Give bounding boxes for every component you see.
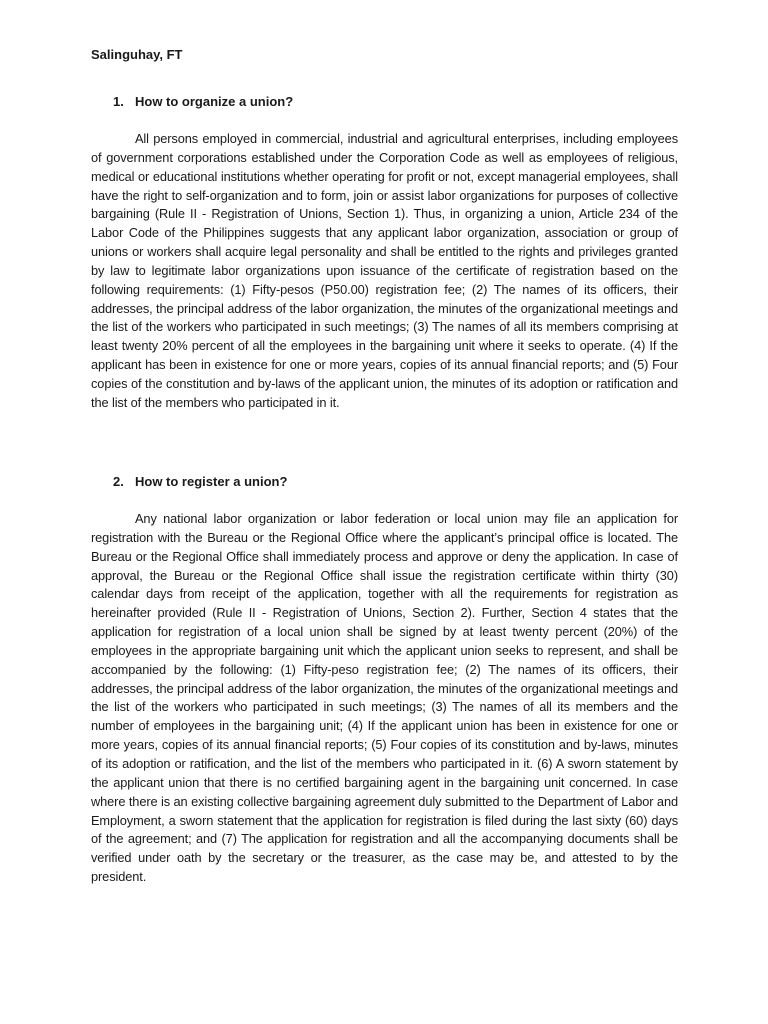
section-1-heading bbox=[113, 92, 293, 112]
section-2-title: How to register a union? bbox=[135, 474, 288, 489]
section-1-title: How to organize a union? bbox=[135, 94, 294, 109]
author-name: Salinguhay, FT bbox=[91, 47, 183, 62]
section-2-heading bbox=[113, 472, 287, 492]
section-1-number: 1. bbox=[113, 94, 124, 109]
section-1-body: All persons employed in commercial, industrial and agricultural enterprises, including employees of government corporations established under the Corporation Code as well as employees of religious, medical or educational institutions whether operating for profit or not, except managerial employees, shall have the right to self-organization and to form, join or assist labor organizations for purposes of collective bargaining (Rule II - Registration of Unions, Section 1). Thus, in organizing a union, Article 234 of the Labor Code of the Philippines suggests that any applicant labor organization, association or group of unions or workers shall acquire legal personality and shall be entitled to the rights and privileges granted by law to legitimate labor organizations upon issuance of the certificate of registration based on the following requirements: (1) Fifty-pesos (P50.00) registration fee; (2) The names of its officers, their addresses, the principal address of the labor organization, the minutes of the organizational meetings and the list of the workers who participated in such meetings; (3) The names of all its members comprising at least twenty 20% percent of all the employees in the bargaining unit where it seeks to operate. (4) If the applicant has been in existence for one or more years, copies of its annual financial reports; and (5) Four copies of the constitution and by-laws of the applicant union, the minutes of its adoption or ratification and the list of the members who participated in it. bbox=[91, 131, 678, 410]
section-2-body: Any national labor organization or labor federation or local union may file an application for registration with the Bureau or the Regional Office where the applicant’s principal office is located. The Bureau or the Regional Office shall immediately process and approve or deny the application. In case of approval, the Bureau or the Regional Office shall issue the registration certificate within thirty (30) calendar days from receipt of the application, together with all the requirements for registration as hereinafter provided (Rule II - Registration of Unions, Section 2). Further, Section 4 states that the application for registration of a local union shall be signed by at least twenty percent (20%) of the employees in the appropriate bargaining unit which the applicant union seeks to represent, and shall be accompanied by the following: (1) Fifty-peso registration fee; (2) The names of its officers, their addresses, the principal address of the labor organization, the minutes of the organizational meetings and the list of the workers who participated in such meetings; (3) The names of all its members and the number of employees in the bargaining unit; (4) If the applicant union has been in existence for one or more years, copies of its annual financial reports; (5) Four copies of its constitution and by-laws, minutes of its adoption or ratification, and the list of the members who participated in it. (6) A sworn statement by the applicant union that there is no certified bargaining agent in the bargaining unit concerned. In case where there is an existing collective bargaining agreement duly submitted to the Department of Labor and Employment, a sworn statement that the application for registration is filed during the last sixty (60) days of the agreement; and (7) The application for registration and all the accompanying documents shall be verified under oath by the secretary or the treasurer, as the case may be, and attested to by the president. bbox=[91, 511, 678, 885]
section-2-number: 2. bbox=[113, 474, 124, 489]
